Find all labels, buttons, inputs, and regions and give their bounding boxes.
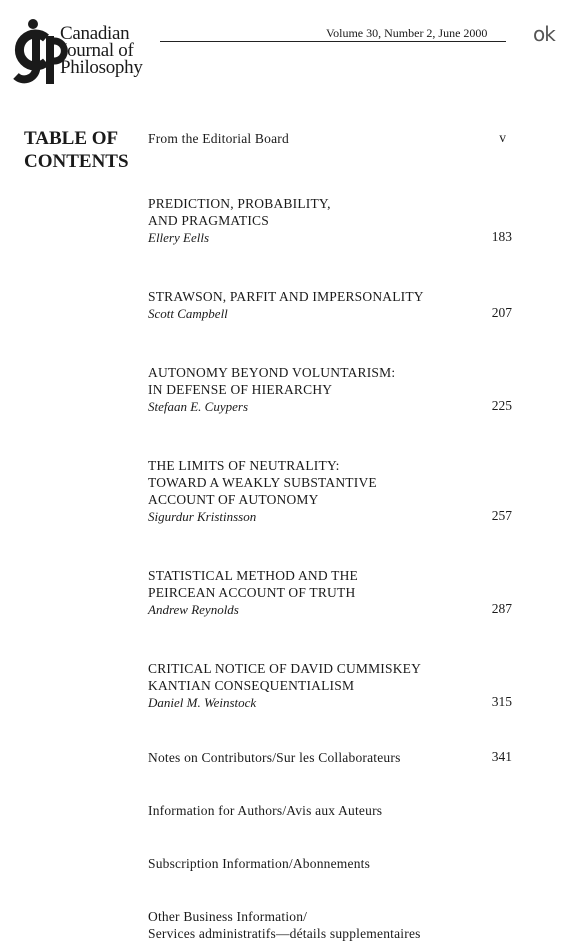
toc-entry-page: 207 <box>491 305 512 320</box>
toc-entry-page: 183 <box>491 229 512 244</box>
toc-entry-author: Daniel M. Weinstock <box>148 695 257 710</box>
toc-entry-title: AND PRAGMATICS <box>148 213 269 228</box>
toc-entry <box>148 195 518 246</box>
toc-entry <box>148 908 518 942</box>
cjp-logo-mark <box>8 18 68 88</box>
journal-header <box>0 0 572 110</box>
toc-entry-page: 225 <box>491 398 512 413</box>
toc-entry-page: v <box>499 130 506 145</box>
toc-entry-title: Services administratifs—détails supplementaires <box>148 926 421 941</box>
logo-wordmark <box>60 25 143 76</box>
toc-entry-title: STATISTICAL METHOD AND THE <box>148 568 358 583</box>
toc-entry-title: ACCOUNT OF AUTONOMY <box>148 492 319 507</box>
toc-entry <box>148 567 518 618</box>
toc-entry-title: PREDICTION, PROBABILITY, <box>148 196 331 211</box>
toc-entry-author: Andrew Reynolds <box>148 602 239 617</box>
toc-entry-title: KANTIAN CONSEQUENTIALISM <box>148 678 355 693</box>
toc-entry-title: STRAWSON, PARFIT AND IMPERSONALITY <box>148 289 424 304</box>
toc-heading <box>24 127 129 173</box>
toc-entry-page: 257 <box>491 508 512 523</box>
journal-logo <box>8 18 158 88</box>
header-rule <box>160 41 506 42</box>
volume-info: Volume 30, Number 2, June 2000 <box>326 26 488 40</box>
toc-entry <box>148 660 518 711</box>
toc-entry-title: Other Business Information/ <box>148 909 308 924</box>
toc-entry-author: Scott Campbell <box>148 306 228 321</box>
toc-entry-author: Stefaan E. Cuypers <box>148 399 249 414</box>
toc-entry-title: Notes on Contributors/Sur les Collaborateurs <box>148 750 401 765</box>
toc-entry-author: Sigurdur Kristinsson <box>148 509 257 524</box>
toc-entry-list <box>148 130 518 942</box>
toc-entry-title: CRITICAL NOTICE OF DAVID CUMMISKEY <box>148 661 422 676</box>
toc-entry-page: 315 <box>491 694 512 709</box>
toc-entry <box>148 130 518 147</box>
toc-entry-title: PEIRCEAN ACCOUNT OF TRUTH <box>148 585 356 600</box>
toc-heading-line: CONTENTS <box>24 151 129 172</box>
toc-heading-line: TABLE OF <box>24 128 119 149</box>
toc-entry-page: 341 <box>491 749 512 764</box>
logo-line: Journal of <box>60 40 134 61</box>
toc-entry-title: THE LIMITS OF NEUTRALITY: <box>148 458 340 473</box>
handwritten-note: ok <box>533 22 555 46</box>
toc-entry <box>148 364 518 415</box>
toc-entry <box>148 855 518 872</box>
toc-entry <box>148 457 518 525</box>
toc-entry-title: TOWARD A WEAKLY SUBSTANTIVE <box>148 475 377 490</box>
toc-entry-title: IN DEFENSE OF HIERARCHY <box>148 382 333 397</box>
toc-entry <box>148 802 518 819</box>
toc-entry-title: Subscription Information/Abonnements <box>148 856 371 871</box>
toc-entry-page: 287 <box>491 601 512 616</box>
logo-line: Philosophy <box>60 57 143 78</box>
toc-entry <box>148 749 518 766</box>
toc-entry-title: AUTONOMY BEYOND VOLUNTARISM: <box>148 365 396 380</box>
toc-entry <box>148 288 518 322</box>
logo-line: Canadian <box>60 23 130 44</box>
toc-entry-title: Information for Authors/Avis aux Auteurs <box>148 803 383 818</box>
toc-entry-title: From the Editorial Board <box>148 131 289 146</box>
toc-entry-author: Ellery Eells <box>148 230 210 245</box>
